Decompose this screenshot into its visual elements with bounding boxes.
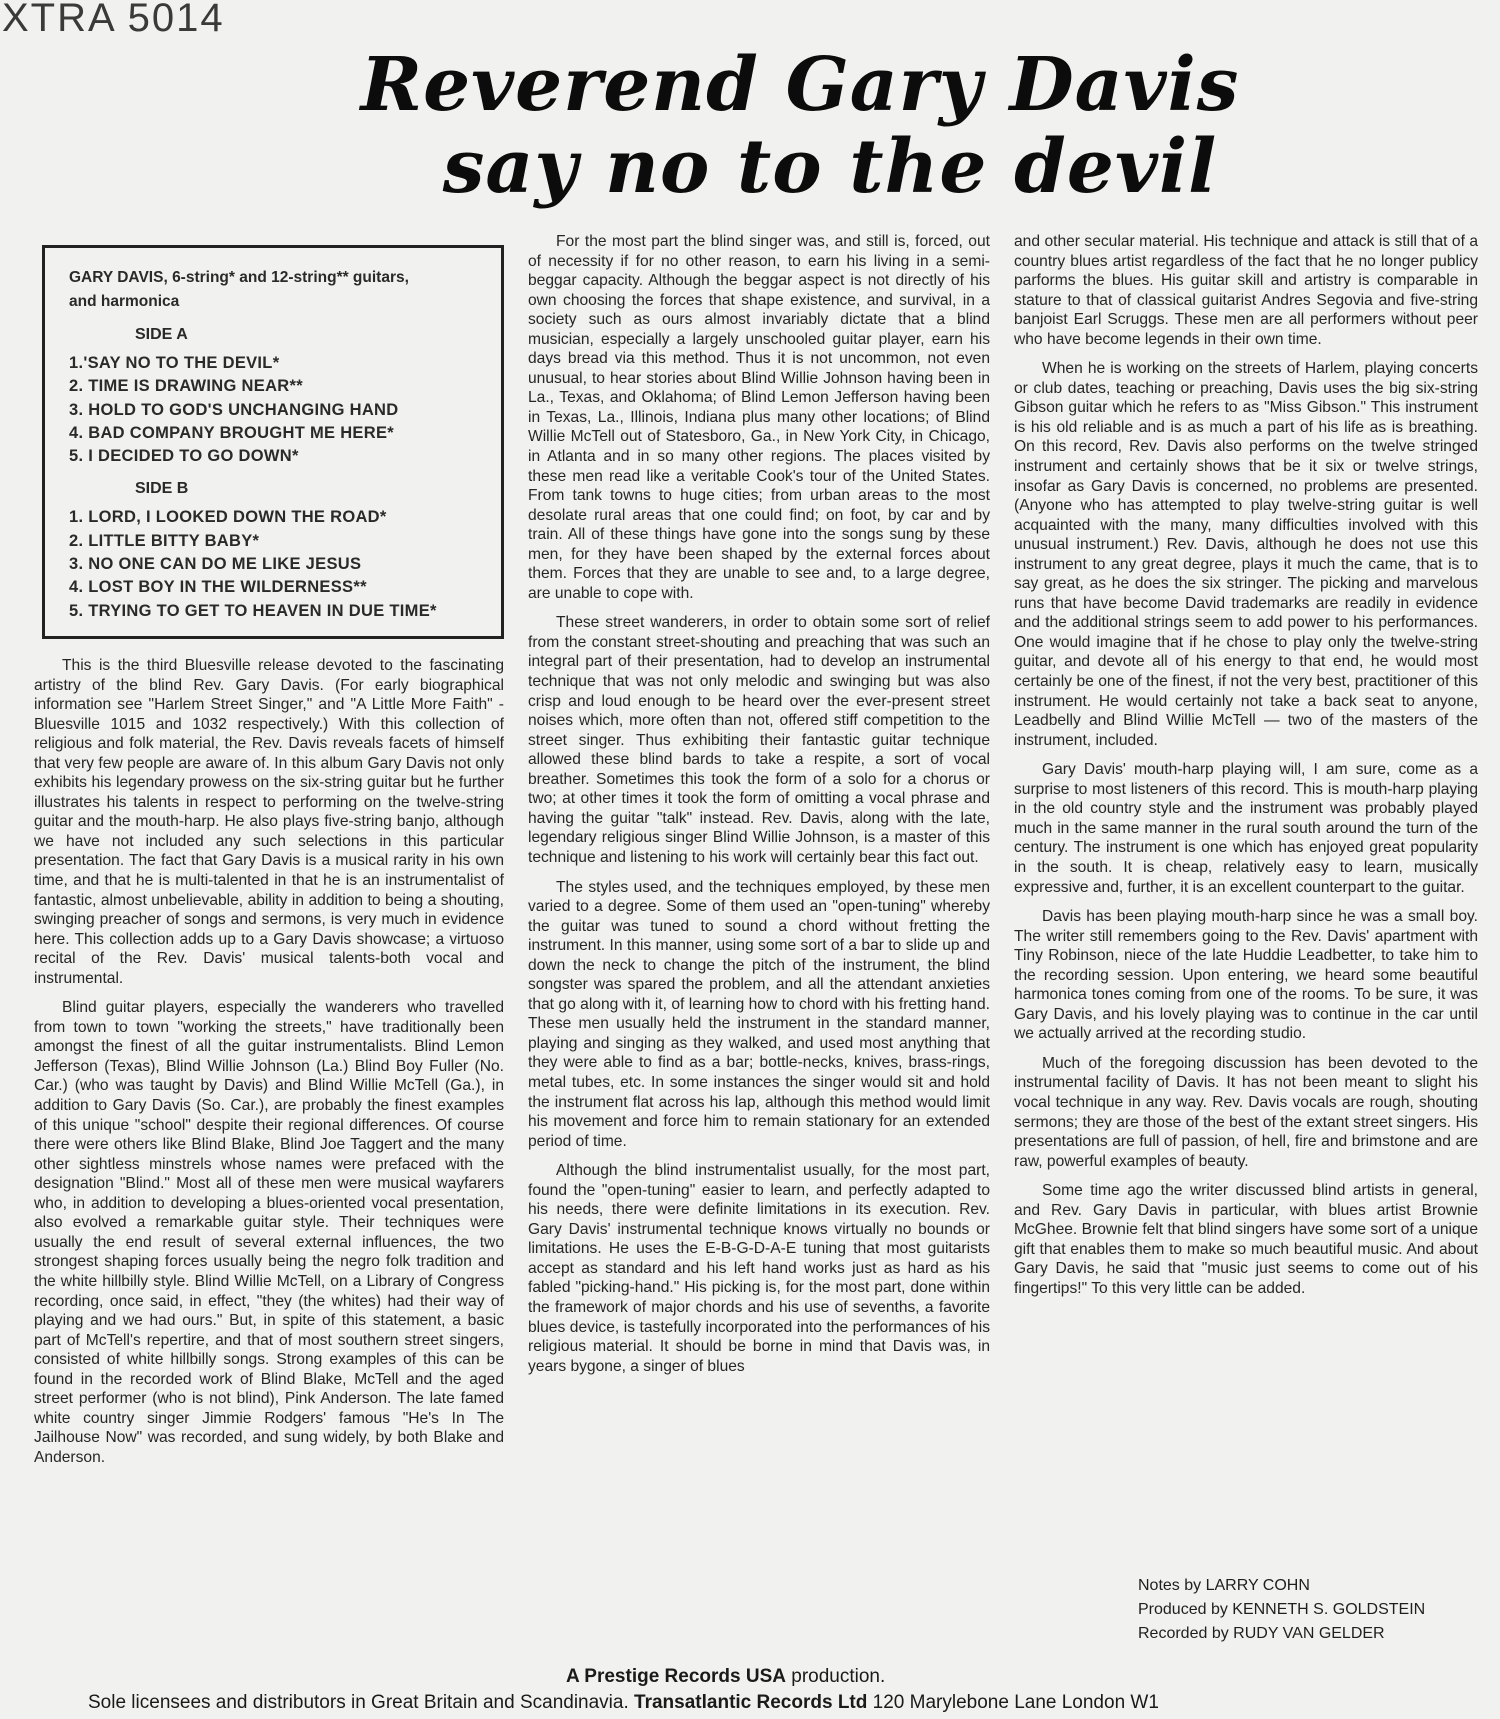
album-title-line2: say no to the devil — [442, 124, 1218, 210]
side-b-list — [69, 506, 501, 622]
credits — [1138, 1574, 1425, 1646]
notes-paragraph: When he is working on the streets of Harlem, playing concerts or club dates, teaching or preaching, Davis uses the big six-string Gibson guitar which he refers to as "Miss Gibson." This instrument is his old reliable and is as much a part of his life as is breathing. On this record, Rev. Davis also performs on the twelve stringed instrument and certainly shows that be it six or twelve strings, insofar as Gary Davis is concerned, no problems are presented. (Anyone who has attempted to play twelve-string guitar is well acquainted with the many, many difficulties involved with this unusual instrument.) Rev. Davis, although he does not use this instrument to any great degree, plays it much the came, that is to say great, as he does the six stringer. The picking and marvelous runs that have become David trademarks are readily in evidence and the additional strings seem to add power to his performances. One would imagine that if he chose to play only the twelve-string guitar, and devote all of his energy to that end, he would most certainly be one of the finest, if not the very best, practitioner of this instrument. He would certainly not take a back seat to anyone, Leadbelly and Blind Willie McTell — two of the masters of the instrument, included. — [1014, 360, 1478, 749]
notes-paragraph: Although the blind instrumentalist usually, for the most part, found the "open-tuning" easier to learn, and perfectly adapted to his needs, there were definite limitations in its execution. Rev. Gary Davis' instrumental technique knows virtually no bounds or limitations. He uses the E-B-G-D-A-E tuning that most guitarists accept as standard and his left hand works just as hard as his fabled "picking-hand." His picking is, for the most part, done within the framework of major chords and his use of sevenths, a favorite blues device, is tastefully incorporated into the performances of his religious material. It should be borne in mind that Davis was, in years bygone, a singer of blues — [528, 1162, 990, 1375]
footer-distribution-text: Sole licensees and distributors in Great Britain and Scandinavia. — [88, 1692, 635, 1713]
track-item: 2. LITTLE BITTY BABY* — [69, 531, 260, 550]
notes-paragraph: The styles used, and the techniques employed, by these men varied to a degree. Some of them used an "open-tuning" whereby the guitar was tuned to sound a chord without fretting the instrument. In this manner, using some sort of a bar to slide up and down the neck to change the pitch of the instrument, the blind songster was spared the problem, and all the attendant anxieties that go along with it, of learning how to chord with his fretting hand. These men usually held the instrument in the standard manner, playing and singing as they walked, and used most anything that they were able to find as a bar; bottle-necks, knives, brass-rings, metal tubes, etc. In some instances the singer would sit and hold the instrument flat across his lap, although this method would limit his movement and force him to remain stationary for an extended period of time. — [528, 878, 990, 1150]
tracklist-box — [42, 245, 504, 639]
track-item: 3. NO ONE CAN DO ME LIKE JESUS — [69, 555, 362, 574]
notes-paragraph: and other secular material. His technique and attack is still that of a country blues artist regardless of the fact that he no longer publicy parforms the blues. His guitar skill and artistry is comparable in stature to that of classical guitarist Andres Segovia and five-string banjoist Earl Scruggs. These men are all performers without peer who have become legends in their own time. — [1014, 233, 1478, 348]
side-b-label: SIDE B — [135, 480, 189, 498]
notes-paragraph: Davis has been playing mouth-harp since he was a small boy. The writer still remembers going to the Rev. Davis' apartment with Tiny Robinson, niece of the late Huddie Leadbetter, to take him to the recording session. Upon entering, we heard some beautiful harmonica tones coming from one of the rooms. To be sure, it was Gary Davis, and his lovely playing was to continue in the car until we actually arrived at the recording studio. — [1014, 908, 1478, 1043]
notes-paragraph: Blind guitar players, especially the wanderers who travelled from town to town "working the streets," have traditionally been amongst the finest of all the guitar instrumentalists. Blind Lemon Jefferson (Texas), Blind Willie Johnson (La.) Blind Boy Fuller (No. Car.) (who was taught by Davis) and Blind Willie McTell (Ga.), in addition to Gary Davis (So. Car.), are probably the finest examples of this unique "school" despite their regional differences. Of course there were others like Blind Blake, Blind Joe Taggert and the many other sightless minstrels whose names were prefaced with the designation "Blind." Most all of these men were musical wayfarers who, in addition to developing a blues-oriented vocal presentation, also evolved a remarkable guitar style. Their techniques were usually the end result of several external influences, the two strongest shaping forces usually being the negro folk tradition and the white hillbilly style. Blind Willie McTell, on a Library of Congress recording, once said, in effect, "they (the whites) had their way of playing and we had ours." But, in spite of this statement, a basic part of McTell's repertire, and that of most southern street singers, consisted of white hillbilly songs. Strong examples of this can be found in the recorded work of Blind Blake, McTell and the aged street performer (who is not blind), Pink Anderson. The late famed white country singer Jimmie Rodgers' famous "He's In The Jailhouse Now" was recorded, and sung widely, by both Blake and Anderson. — [34, 999, 504, 1466]
track-item: 1.'SAY NO TO THE DEVIL* — [69, 354, 280, 372]
notes-column-2 — [528, 232, 990, 1386]
track-item: 4. BAD COMPANY BROUGHT ME HERE* — [69, 423, 394, 442]
notes-paragraph: Much of the foregoing discussion has been devoted to the instrumental facility of Davis. It has not been meant to slight his vocal technique in any way. Rev. Davis vocals are rough, shouting sermons; they are those of the best of the extant street singers. His presentations are full of passion, of hell, fire and brimstone and are raw, powerful examples of beauty. — [1014, 1054, 1478, 1170]
track-item: 3. HOLD TO GOD'S UNCHANGING HAND — [69, 400, 399, 419]
catalog-number: XTRA 5014 — [2, 0, 225, 40]
credit-produced: Produced by KENNETH S. GOLDSTEIN — [1138, 1601, 1426, 1618]
notes-paragraph: For the most part the blind singer was, and still is, forced, out of necessity if for no other reason, to earn his living in a semi-beggar capacity. Although the beggar aspect is not directly of his own choosing the forces that shape existence, and survival, in a society such as ours almost invariably dictate that a blind musician, especially a largely unschooled guitar player, earn his days bread via this method. Thus it is not uncommon, not even unusual, to hear stories about Blind Willie Johnson having been in La., Texas, and Oklahoma; of Blind Lemon Jefferson having been in Texas, La., Illinois, Indiana plus many other locations; of Blind Willie McTell out of Statesboro, Ga., in New York City, in Chicago, in Atlanta and in so many other regions. The places visited by these men read like a veritable Cook's tour of the United States. From tank towns to huge cities; from urban areas to the most desolate rural areas that one could find; on foot, by car and by train. All of these things have gone into the songs sung by these men, for they have been shaped by the external forces about them. Forces that they are unable to see and, to a large degree, are unable to cope with. — [528, 233, 990, 602]
notes-column-1 — [34, 656, 504, 1477]
notes-paragraph: These street wanderers, in order to obtain some sort of relief from the constant street-shouting and preaching that was such an integral part of their presentation, had to develop an instrumental technique that was not only melodic and swinging but was also crisp and loud enough to be heard over the ever-present street noises which, more often than not, offered stiff competition to the street singer. Thus exhibiting their fantastic guitar technique allowed these blind bards to take a respite, a sort of vocal breather. Sometimes this took the form of a solo for a chorus or two; at other times it took the form of omitting a vocal phrase and having the guitar "talk" instead. Rev. Davis, along with the late, legendary religious singer Blind Willie Johnson, is a master of this technique and listening to his work will certainly bear this fact out. — [528, 614, 990, 866]
track-item: 5. TRYING TO GET TO HEAVEN IN DUE TIME* — [69, 601, 437, 620]
side-a-list — [69, 352, 501, 468]
footer-production-suffix: production. — [785, 1666, 886, 1687]
notes-paragraph: Gary Davis' mouth-harp playing will, I am sure, come as a surprise to most listeners of this record. This is mouth-harp playing in the old country style and the instrument was probably played much in the same manner in the rural south around the turn of the century. The instrument is one which has enjoyed great popularity in the south. It is cheap, relatively easy to learn, musically expressive and, further, it is an excellent counterpart to the guitar. — [1014, 761, 1478, 896]
credit-recorded: Recorded by RUDY VAN GELDER — [1138, 1625, 1385, 1642]
track-item: 1. LORD, I LOOKED DOWN THE ROAD* — [69, 508, 387, 527]
footer-distributor-address: 120 Marylebone Lane London W1 — [867, 1692, 1159, 1713]
side-a-label: SIDE A — [135, 326, 188, 343]
notes-column-3 — [1014, 232, 1478, 1308]
track-item: 2. TIME IS DRAWING NEAR** — [69, 377, 303, 396]
footer-production — [566, 1666, 885, 1688]
credit-notes: Notes by LARRY COHN — [1138, 1577, 1310, 1594]
footer-distribution — [88, 1692, 1159, 1714]
notes-paragraph: Some time ago the writer discussed blind artists in general, and Rev. Gary Davis in particular, with blues artist Brownie McGhee. Brownie felt that blind singers have some sort of a unique gift that enables them to make so much beautiful music. And about Gary Davis, he said that "music just seems to come out of his fingertips!" To this very little can be added. — [1014, 1182, 1478, 1297]
track-item: 4. LOST BOY IN THE WILDERNESS** — [69, 578, 367, 597]
tracklist-intro: GARY DAVIS, 6-string* and 12-string** guitars, and harmonica — [69, 269, 409, 310]
album-title-line1: Reverend Gary Davis — [360, 42, 1240, 128]
track-item: 5. I DECIDED TO GO DOWN* — [69, 447, 299, 466]
notes-paragraph: This is the third Bluesville release devoted to the fascinating artistry of the blind Rev. Gary Davis. (For early biographical information see "Harlem Street Singer," and "A Little More Faith" - Bluesville 1015 and 1032 respectively.) With this collection of religious and folk material, the Rev. Davis reveals facets of himself that very few people are aware of. In this album Gary Davis not only exhibits his legendary prowess on the six-string guitar but he further illustrates his talents in respect to performing on the twelve-string guitar and the mouth-harp. He also plays five-string banjo, although we have not included any such selections in this particular presentation. The fact that Gary Davis is a musical rarity in his own time, and that he is multi-talented in that he is an instrumentalist of fantastic, almost unbelievable, ability in addition to being a shouting, swinging preacher of songs and sermons, is very much in evidence here. This collection adds up to a Gary Davis showcase; a virtuoso recital of the Rev. Davis' musical talents-both vocal and instrumental. — [34, 657, 504, 987]
footer-distributor-name: Transatlantic Records Ltd — [634, 1692, 868, 1713]
footer-label-name: A Prestige Records USA — [566, 1666, 786, 1687]
